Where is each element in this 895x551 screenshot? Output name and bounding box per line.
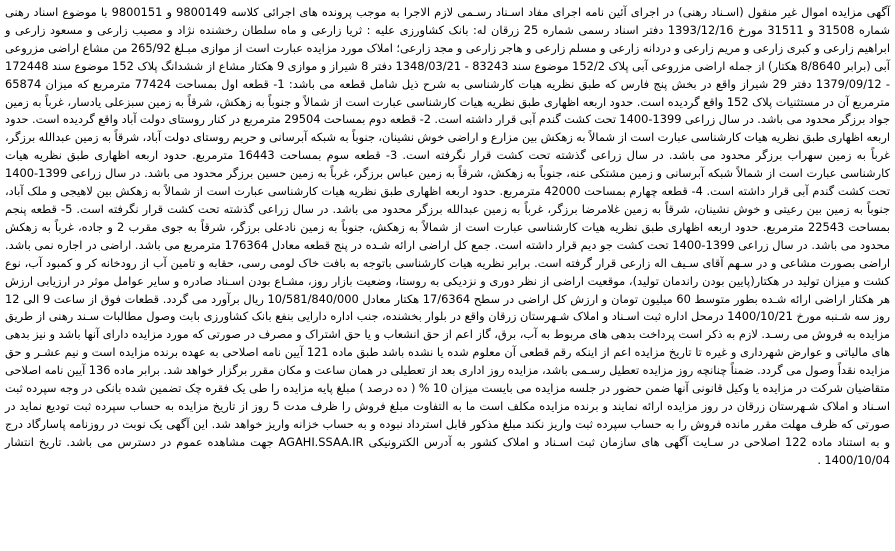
notice-body-text: آگهی مزایده اموال غیر منقول (اسـناد رهنی) در اجرای آئین نامه اجرای مفاد اسـناد رسـمی لازم الاجرا به موجب پرونده های اجرائی کلاسه 9800149 و 9800151 با موضوع اسناد رهنی شماره 31508 و 31511 مورخ 1393/12/16 دفتر اسناد رسمی شماره 25 زرقان له: بانک کشاورزی علیه : ثریا زارعی و ماه سلطان رخشنده نژاد و مصیب زارعی و مسعود زارعی و ابراهیم زارعی و کبری زارعی و مریم زارعی و دردانه زارعی و مسلم زارعی و هاجر زارعی و مجد زارعی؛ املاک مورد مزایده عبارت است از موازی مبـلغ 265/92 من مشاع اراضی مزروعی آبی (برابر 8/8640 هکتار) از جمله اراضی مزروعی آبی پلاک 152/2 موضوع سند 83243 - 1348/03/21 دفتر 8 شیراز و موازی 9 هکتار مشاع از ششدانگ پلاک 152 موضوع سند 172448 - 1379/09/12 دفتر 29 شیراز واقع در بخش پنج فارس که طبق نظریه هیات کارشناسی به شرح ذیل شامل قطعه می باشد: 1- قطعه اول بمساحت 77424 مترمربع که میزان 65874 مترمربع آن در مستثنیات پلاک 152 واقع گردیده است. حدود اربعه اظهاری طبق نظریه هیات کارشناسی عبارت است از شمالاً و جنوباً به زهکش، شرقاً به زمین سبزعلی یادسار، غرباً به زمین جواد برزگر محدود می باشد. در سال زراعی 1399-1400 تحت کشت گندم آبی قرار داشته است. 2- قطعه دوم بمساحت 29504 مترمربع در کنار روستای دولت آباد واقع گردیده است. حدود اربعه اظهاری طبق نظریه هیات کارشناسی عبارت است از شمالاً به زهکش بین مزارع و اراضی خوش نشینان، جنوباً به شبکه آبرسانی و حریم روستای دولت آباد، شرقاً به زمین عبدالله برزگر، غرباً به زمین سهراب برزگر محدود می باشد. در سال زراعی گذشته تحت کشت قرار نگرفته است. 3- قطعه سوم بمساحت 16443 مترمربع. حدود اربعه اظهاری طبق نظریه هیات کارشناسی عبارت است از شمالاً شبکه آبرسانی و زمین مشتکی عنه، جنوباً به زهکش، شرقاً به زمین عباس برزگر، غرباً به زمین حسین برزگر محدود می باشد. در سال زراعی 1399-1400 تحت کشت گندم آبی قرار داشته است. 4- قطعه چهارم بمساحت 42000 مترمربع. حدود اربعه اظهاری طبق نظریه هیات کارشناسی عبارت است از شمالاً به زهکش بین لاهیجی و ملک آباد، جنوباً به زمین بین رعیتی و خوش نشینان، شرقاً به زمین غلامرضا برزگر، غرباً به زمین عبدالله برزگر محدود می باشد. در سال زراعی گذشته تحت کشت قرار نگرفته است. 5- قطعه پنجم بمساحت 22543 مترمربع. حدود اربعه اظهاری طبق نظریه هیات کارشناسی عبارت است از شمالاً به زهکش، جنوباً به زمین نادعلی برزگر، شرقاً به جوی مقرب 2 و جاده، غرباً به زهکش محدود می باشد. در سال زراعی 1399-1400 تحت کشت جو دیم قرار داشته است. جمع کل اراضی ارائه شـده در پنج قطعه معادل 176364 مترمربع می باشد. اراضی در اجاره نمی باشد. اراضی بصورت مشاعی و در سـهم آقای سـیف اله زارعی قرار گرفته است. برابر نظریه هیات کارشناسی باتوجه به بافت خاک لومی رسی، حقابه و تامین آب از رودخانه کر و کمبود آب، نوع کشت و میزان تولید در هکتار(پایین بودن راندمان تولید)، موقعیت اراضی از نظر دوری و نزدیکی به روستا، وضعیت بازار روز، مشـاع بودن اسـناد صادره و سایر عوامل موثر در ارزیابی ارزش هر هکتار اراضی ارائه شـده بطور متوسط 60 میلیون تومان و ارزش کل اراضی در سطح 17/6364 هکتار معادل 10/581/840/000 ریال برآورد می گردد. قطعات فوق از ساعت 9 الی 12 روز سه شـنبه مورخ 1400/10/21 درمحل اداره ثبت اسـناد و املاک شـهرستان زرقان واقع در بلوار بخشنده، جنب اداره دارایی بنفع بانک کشاورزی بابت وصول مطالبات سـند رهنی از طریق مزایده به فروش می رسـد. لازم به ذکر است پرداخت بدهی های مربوط به آب، برق، گاز اعم از حق انشعاب و یا حق اشتراک و مصرف در صورتی که مورد مزایده دارای آنها باشد و نیز بدهی های مالیاتی و عوارض شهرداری و غیره تا تاریخ مزایده اعم از اینکه رقم قطعی آن معلوم شده یا نشده باشد طبق ماده 121 آیین نامه اصلاحی به عهده برنده مزایده است و نیم عشـر و حق مزایده نقداً وصول می گردد. ضمناً چنانچه روز مزایده تعطیل رسـمی باشد، مزایده روز اداری بعد از تعطیلی در همان ساعت و مکان مقرر برگزار خواهد شد. برابر ماده 136 آیین نامه اصلاحی متقاضیان شرکت در مزایده یا وکیل قانونی آنها ضمن حضور در جلسه مزایده می بایست میزان 10 % ( ده درصد ) مبلغ پایه مزایده را طی یک فقره چک تضمین شده بانکی در وجه سپرده ثبت اسـناد و املاک شـهرستان زرقان در روز مزایده ارائه نمایند و برنده مزایده مکلف است ما به التفاوت مبلغ فروش را ظرف مدت 5 روز از تاریخ مزایده به حساب سپرده ثبت تودیع نماید در صورتی که ظرف مهلت مقرر مانده فروش را به حساب سپرده ثبت واریز نکند مبلغ مذکور قابل استرداد نبوده و به حساب خزانه واریز خواهد شد. این آگهی یک نوبت در روزنامه پاسارگاد درج و به استناد ماده 122 اصلاحی در سـایت آگهی های سازمان ثبت اسـناد و املاک کشور به آدرس الکترونیکی AGAHI.SSAA.IR جهت مشاهده عموم در دسترس می باشد. تاریخ انتشار 1400/10/04 . (5, 5, 891, 467)
